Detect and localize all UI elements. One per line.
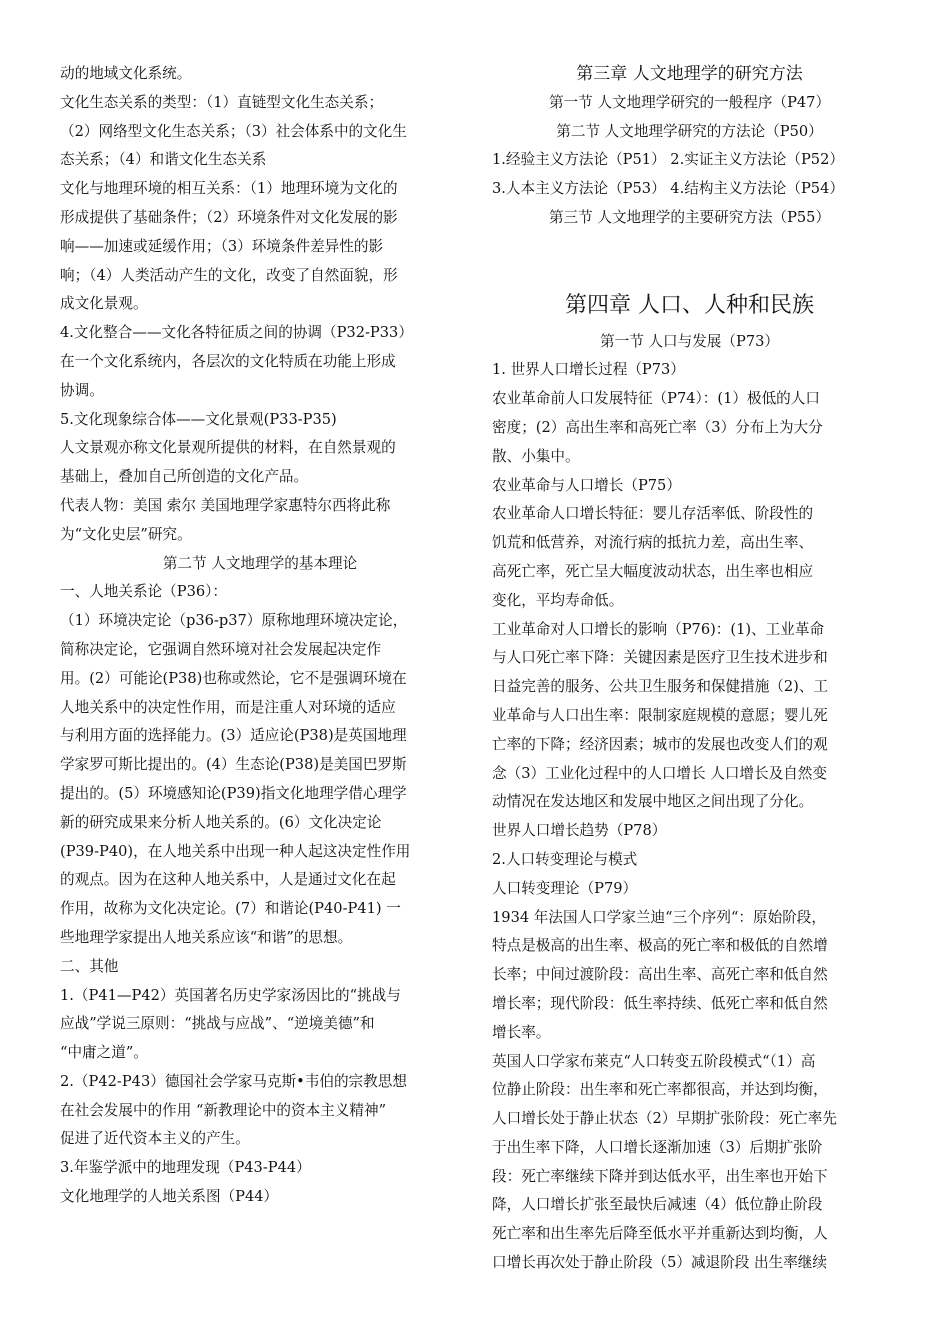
text-line: 散、小集中。	[492, 447, 580, 465]
text-line: 用。(2）可能论(P38)也称或然论，它不是强调环境在	[60, 669, 407, 687]
text-line: 形成提供了基础条件；（2）环境条件对文化发展的影	[60, 208, 398, 226]
text-line: 死亡率和出生率先后降至低水平并重新达到均衡，人	[492, 1225, 828, 1243]
text-line: 2.人口转变理论与模式	[492, 850, 638, 868]
text-line: 基础上，叠加自己所创造的文化产品。	[60, 468, 309, 486]
text-line: 与利用方面的选择能力。(3）适应论(P38)是英国地理	[60, 727, 407, 745]
text-line: 4.文化整合——文化各特征质之间的协调（P32-P33）	[60, 324, 413, 342]
text-line: 口增长再次处于静止阶段（5）减退阶段 出生率继续	[492, 1254, 827, 1272]
text-line: 响；（4）人类活动产生的文化，改变了自然面貌，形	[60, 266, 398, 284]
section-3-heading: 第三节 人文地理学的主要研究方法（P55）	[548, 208, 831, 226]
text-line: 二、其他	[60, 957, 119, 975]
text-line: 农业革命前人口发展特征（P74）：(1）极低的人口	[492, 390, 820, 408]
text-line: 一、人地关系论（P36）：	[60, 583, 228, 601]
text-line: 代表人物：美国 索尔 美国地理学家惠特尔西将此称	[60, 496, 391, 514]
text-line: 业革命与人口出生率：限制家庭规模的意愿；婴儿死	[492, 706, 828, 724]
text-line: 在社会发展中的作用 “新教理论中的资本主义精神”	[60, 1101, 387, 1119]
text-line: 促进了近代资本主义的产生。	[60, 1130, 250, 1148]
text-line: 人地关系中的决定性作用，而是注重人对环境的适应	[60, 698, 396, 716]
text-line: 亡率的下降；经济因素；城市的发展也改变人们的观	[492, 735, 828, 753]
text-line: 成文化景观。	[60, 295, 148, 313]
methods-line-2: 3.人本主义方法论（P53） 4.结构主义方法论（P54）	[492, 180, 844, 198]
text-line: 段：死亡率继续下降并到达低水平，出生率也开始下	[492, 1167, 828, 1185]
text-line: 高死亡率，死亡呈大幅度波动状态，出生率也相应	[492, 562, 814, 580]
right-column-body	[492, 356, 887, 1278]
text-line: 1934 年法国人口学家兰迪“三个序列“：原始阶段，	[492, 908, 826, 926]
text-line: 增长率。	[492, 1023, 551, 1041]
text-line: 动情况在发达地区和发展中地区之间出现了分化。	[492, 793, 814, 811]
chapter-3-title: 第三章 人文地理学的研究方法	[576, 64, 803, 84]
text-line: 响——加速或延缓作用；（3）环境条件差异性的影	[60, 237, 384, 255]
text-line: 英国人口学家布莱克“人口转变五阶段模式“（1）高	[492, 1052, 816, 1070]
text-line: 工业革命对人口增长的影响（P76)：(1)、工业革命	[492, 620, 825, 638]
text-line: “中庸之道”。	[60, 1044, 148, 1062]
text-line: 5.文化现象综合体——文化景观(P33-P35)	[60, 410, 337, 428]
text-line: 2.（P42-P43）德国社会学家马克斯•韦伯的宗教思想	[60, 1072, 407, 1090]
section-heading: 第二节 人文地理学的基本理论	[162, 554, 358, 572]
text-line: （1）环境决定论（p36-p37）原称地理环境决定论，	[60, 612, 408, 630]
text-line: 世界人口增长趋势（P78）	[492, 822, 667, 840]
text-line: 1. 世界人口增长过程（P73）	[492, 361, 685, 379]
text-line: 位静止阶段：出生率和死亡率都很高，并达到均衡，	[492, 1081, 828, 1099]
text-line: 文化地理学的人地关系图（P44）	[60, 1188, 279, 1206]
text-line: 农业革命与人口增长（P75）	[492, 476, 681, 494]
text-line: (P39-P40)，在人地关系中出现一种人起这决定性作用	[60, 842, 411, 860]
text-line: 的观点。因为在这种人地关系中，人是通过文化在起	[60, 871, 396, 889]
text-line: 于出生率下降，人口增长逐渐加速（3）后期扩张阶	[492, 1138, 823, 1156]
text-line: 变化，平均寿命低。	[492, 591, 624, 609]
section-2-heading: 第二节 人文地理学研究的方法论（P50）	[556, 122, 823, 140]
methods-line-1: 1.经验主义方法论（P51） 2.实证主义方法论（P52）	[492, 151, 844, 169]
text-line: 长率；中间过渡阶段：高出生率、高死亡率和低自然	[492, 966, 828, 984]
text-line: 文化与地理环境的相互关系：（1）地理环境为文化的	[60, 180, 398, 198]
text-line: 密度；(2）高出生率和高死亡率（3）分布上为大分	[492, 418, 823, 436]
text-line: 学家罗可斯比提出的。(4）生态论(P38)是美国巴罗斯	[60, 756, 407, 774]
text-line: 作用，故称为文化决定论。(7）和谐论(P40-P41) 一	[60, 900, 401, 918]
text-line: 3.年鉴学派中的地理发现（P43-P44）	[60, 1159, 311, 1177]
text-line: 协调。	[60, 381, 104, 399]
text-line: 人口增长处于静止状态（2）早期扩张阶段：死亡率先	[492, 1110, 837, 1128]
text-line: 为“文化史层”研究。	[60, 525, 192, 543]
text-line: 新的研究成果来分析人地关系的。(6）文化决定论	[60, 813, 382, 831]
text-line: 在一个文化系统内，各层次的文化特质在功能上形成	[60, 352, 396, 370]
chapter-4-section-1-heading: 第一节 人口与发展（P73）	[600, 332, 779, 350]
chapter-4-title: 第四章 人口、人种和民族	[565, 292, 814, 318]
text-line: 人文景观亦称文化景观所提供的材料，在自然景观的	[60, 439, 396, 457]
text-line: 日益完善的服务、公共卫生服务和保健措施（2)、工	[492, 678, 829, 696]
text-line: 文化生态关系的类型：（1）直链型文化生态关系；	[60, 93, 384, 111]
section-1-heading: 第一节 人文地理学研究的一般程序（P47）	[548, 93, 831, 111]
text-line: 降，人口增长扩张至最快后减速（4）低位静止阶段	[492, 1196, 823, 1214]
text-line: 饥荒和低营养，对流行病的抵抗力差，高出生率、	[492, 534, 814, 552]
text-line: 态关系；（4）和谐文化生态关系	[60, 151, 267, 169]
text-line: 人口转变理论（P79）	[492, 879, 638, 897]
text-line: 些地理学家提出人地关系应该“和谐”的思想。	[60, 928, 353, 946]
text-line: 动的地域文化系统。	[60, 65, 192, 82]
text-line: 简称决定论，它强调自然环境对社会发展起决定作	[60, 640, 382, 658]
text-line: 1.（P41—P42）英国著名历史学家汤因比的“挑战与	[60, 986, 401, 1004]
text-line: 与人口死亡率下降：关键因素是医疗卫生技术进步和	[492, 649, 828, 667]
text-line: 提出的。(5）环境感知论(P39)指文化地理学借心理学	[60, 784, 407, 802]
text-line: （2）网络型文化生态关系；（3）社会体系中的文化生	[60, 122, 407, 140]
text-line: 特点是极高的出生率、极高的死亡率和极低的自然增	[492, 937, 828, 955]
left-column	[60, 60, 460, 1212]
right-column	[492, 60, 887, 1278]
text-line: 念（3）工业化过程中的人口增长 人口增长及自然变	[492, 764, 827, 782]
text-line: 农业革命人口增长特征：婴儿存活率低、阶段性的	[492, 505, 814, 523]
text-line: 增长率；现代阶段：低生率持续、低死亡率和低自然	[492, 994, 828, 1012]
text-line: 应战”学说三原则：“挑战与应战”、“逆境美德”和	[60, 1015, 375, 1033]
